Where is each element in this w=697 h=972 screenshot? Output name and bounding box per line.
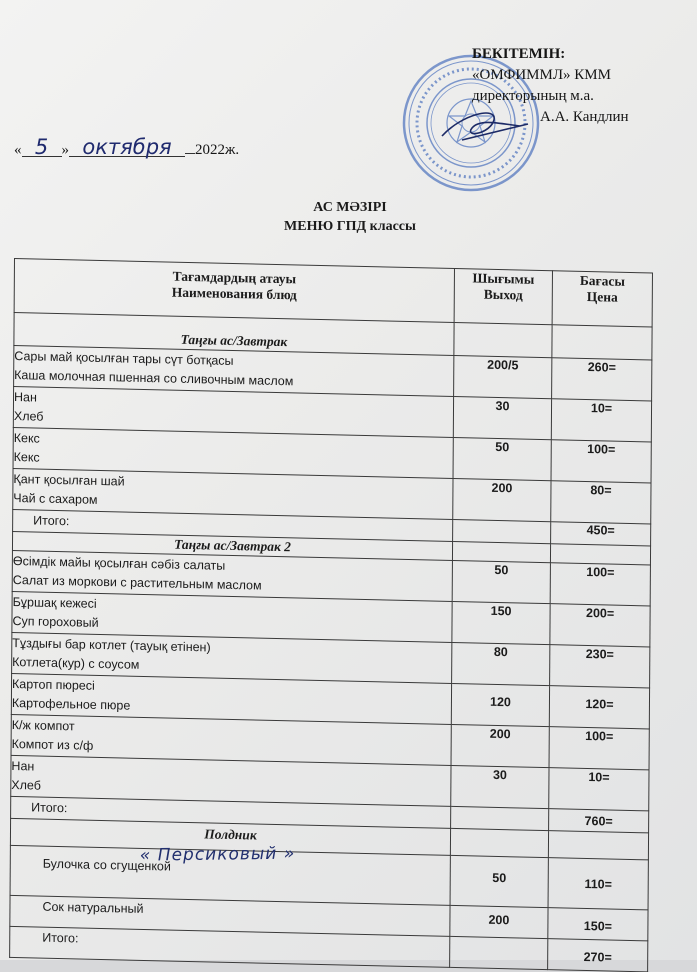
header-price-ru: Цена xyxy=(586,288,618,305)
dish-price: 100= xyxy=(551,440,651,483)
date-year: 2022ж. xyxy=(195,142,240,158)
date-open-quote: « xyxy=(14,142,22,158)
dish-price: 260= xyxy=(552,358,652,401)
dish-name-kz: Нан xyxy=(11,758,35,774)
dish-name-ru: Котлета(кур) с соусом xyxy=(12,654,140,672)
dish-name-ru: Салат из моркови с растительным маслом xyxy=(12,572,262,593)
dish-output: 200 xyxy=(453,478,551,521)
menu-title-kz: АС МӘЗІРІ xyxy=(313,200,387,215)
dish-output: 200/5 xyxy=(454,355,552,398)
approval-name: А.А. Кандлин xyxy=(540,109,629,125)
date-close-quote: » xyxy=(61,142,69,158)
total-label: Итого: xyxy=(13,509,453,541)
dish-name-ru: Хлеб xyxy=(13,409,44,424)
header-dish-name-kz: Тағамдардың атауы xyxy=(172,268,297,287)
header-output xyxy=(454,268,552,324)
document-date xyxy=(14,135,240,159)
dish-name-kz: Картоп пюресі xyxy=(11,676,95,693)
dish-price: 100= xyxy=(549,727,649,770)
date-day: 5 xyxy=(22,138,62,157)
header-output-kz: Шығымы xyxy=(472,270,535,287)
dish-price: 120= xyxy=(549,686,649,729)
dish-price: 10= xyxy=(551,399,651,442)
approval-block xyxy=(472,44,629,128)
dish-name-kz: Сары май қосылған тары сүт ботқасы xyxy=(14,349,234,368)
dish-output: 80 xyxy=(452,642,550,685)
dish-price: 10= xyxy=(549,768,649,811)
dish-name: Булочка со сгущенкой xyxy=(10,845,450,905)
dish-name-ru: Каша молочная пшенная со сливочным маслом xyxy=(14,368,294,389)
header-price xyxy=(552,271,652,327)
menu-table xyxy=(9,258,653,972)
dish-name-kz: Тұздығы бар котлет (тауық етінен) xyxy=(12,635,211,655)
header-dish-name-ru: Наименования блюд xyxy=(171,284,297,303)
dish-price: 110= xyxy=(548,858,648,910)
dish-name-ru: Хлеб xyxy=(11,777,41,793)
total-value: 270= xyxy=(548,939,648,972)
dish-name-ru: Картофельное пюре xyxy=(11,695,131,713)
date-month: октября xyxy=(69,138,185,157)
total-label: Итого: xyxy=(11,796,451,828)
total-label: Итого: xyxy=(10,926,450,967)
dish-output: 30 xyxy=(451,765,549,808)
dish-output: 200 xyxy=(451,724,549,767)
dish-price: 200= xyxy=(550,604,650,647)
dish-output: 200 xyxy=(450,905,548,938)
dish-name: Сок натуральный xyxy=(10,895,450,936)
dish-name-kz: Өсімдік майы қосылған сәбіз салаты xyxy=(12,553,226,573)
dish-output: 120 xyxy=(451,683,549,726)
total-value: 760= xyxy=(549,809,649,833)
dish-output: 30 xyxy=(453,396,551,439)
approval-title: БЕКІТЕМІН: xyxy=(472,46,566,62)
dish-name-ru: Чай с сахаром xyxy=(13,490,98,507)
menu-title xyxy=(250,198,450,236)
dish-output: 50 xyxy=(450,855,548,907)
header-output-ru: Выход xyxy=(483,286,523,303)
approval-position: директорының м.а. xyxy=(472,88,594,104)
dish-price: 80= xyxy=(551,481,651,524)
dish-name-kz: Нан xyxy=(13,390,37,405)
dish-output: 50 xyxy=(452,560,550,603)
dish-price: 100= xyxy=(550,563,650,606)
dish-price: 230= xyxy=(550,645,650,688)
dish-output: 50 xyxy=(453,437,551,480)
section-title: Таңғы ас/Завтрак xyxy=(14,313,454,356)
header-dish-name xyxy=(14,259,454,323)
menu-table-wrapper xyxy=(9,258,654,965)
menu-title-ru: МЕНЮ ГПД классы xyxy=(284,219,416,234)
dish-name-kz: К/ж компот xyxy=(11,717,75,734)
dish-name-ru: Компот из с/ф xyxy=(11,736,94,753)
section-title: Полдник xyxy=(10,818,450,855)
dish-name-ru: Суп гороховый xyxy=(12,613,99,630)
dish-name-ru: Кекс xyxy=(13,449,40,465)
approval-organization: «ОМФИММЛ» КММ xyxy=(472,67,611,83)
section-title: Таңғы ас/Завтрак 2 xyxy=(12,531,452,560)
total-value: 450= xyxy=(551,522,651,546)
handwritten-note: « Персиковый » xyxy=(139,843,296,866)
header-price-kz: Бағасы xyxy=(579,272,626,289)
dish-name-kz: Кекс xyxy=(13,430,40,446)
dish-name-kz: Бұршақ кежесі xyxy=(12,594,97,611)
dish-name-kz: Қант қосылған шай xyxy=(13,471,125,489)
dish-price: 150= xyxy=(548,908,648,941)
dish-output: 150 xyxy=(452,601,550,644)
